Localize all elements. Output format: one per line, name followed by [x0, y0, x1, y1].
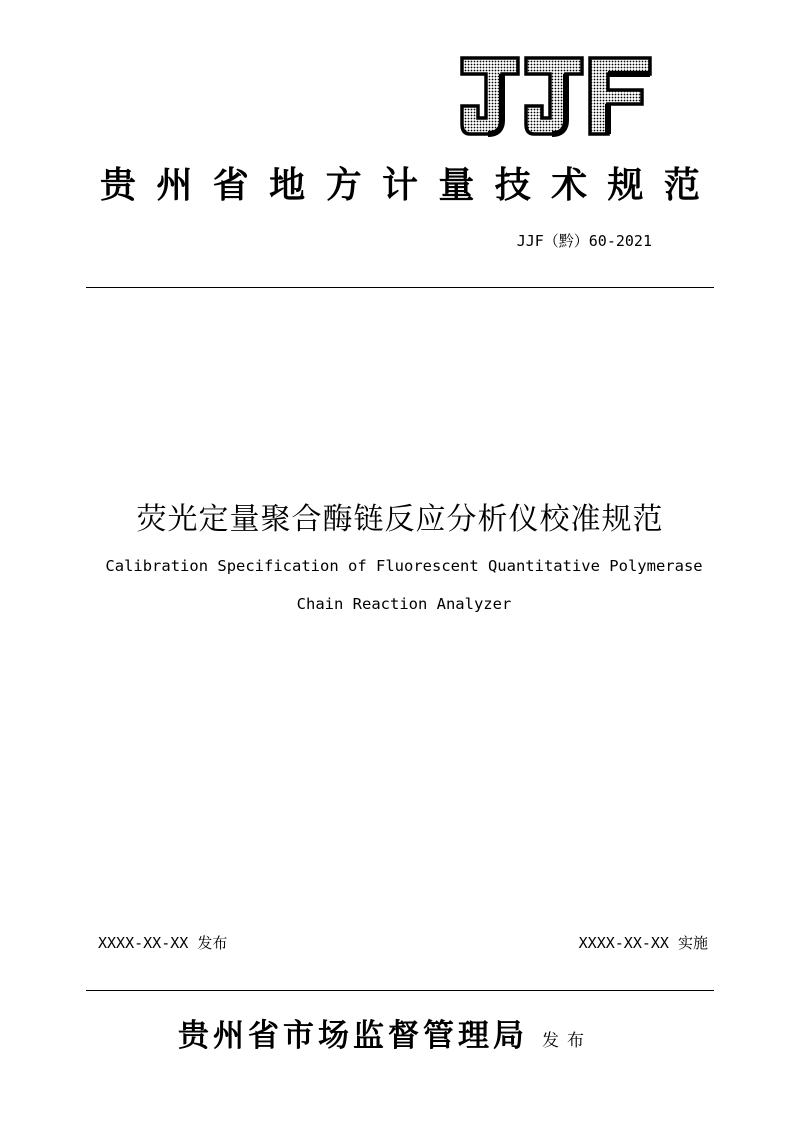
- standard-series-title: [100, 154, 700, 210]
- series-title-char: 贵: [100, 163, 137, 206]
- series-title-char: 规: [607, 163, 644, 206]
- document-title-cn: 荧光定量聚合酶链反应分析仪校准规范: [136, 502, 664, 537]
- issuer-name: 贵州省市场监督管理局: [178, 1018, 528, 1054]
- series-title-char: 范: [663, 163, 700, 206]
- issuer-suffix: 发布: [542, 1031, 592, 1051]
- series-title-char: 地: [269, 163, 306, 206]
- issuer-line: [178, 1010, 592, 1054]
- bottom-divider: [86, 990, 714, 991]
- logo-letter-j-1: [462, 58, 518, 134]
- logo-letter-f: [590, 58, 650, 134]
- top-divider: [86, 287, 714, 288]
- implement-date: XXXX-XX-XX 实施: [578, 934, 708, 952]
- logo-letter-j-2: [526, 58, 582, 134]
- series-title-char: 州: [156, 163, 193, 206]
- series-title-char: 技: [494, 163, 531, 206]
- spec-code: JJF（黔）60-2021: [516, 232, 652, 250]
- series-title-char: 术: [551, 163, 588, 206]
- publish-date: XXXX-XX-XX 发布: [98, 934, 228, 952]
- series-title-char: 量: [438, 163, 475, 206]
- series-title-char: 省: [212, 163, 249, 206]
- document-title-en-line1: Calibration Specification of Fluorescent Quantitative Polymerase: [105, 557, 703, 575]
- document-title-en-line2: Chain Reaction Analyzer: [296, 595, 512, 613]
- series-title-char: 方: [325, 163, 362, 206]
- jjf-logo: [458, 54, 654, 138]
- series-title-char: 计: [381, 163, 418, 206]
